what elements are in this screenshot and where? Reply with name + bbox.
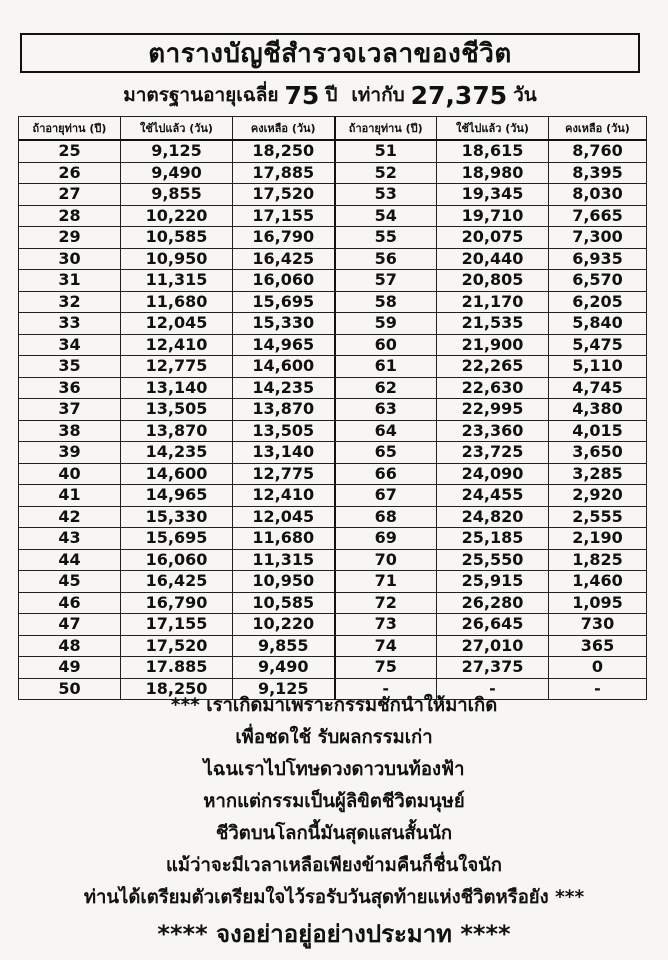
cell-age-left: 36 xyxy=(19,377,121,399)
cell-used-right: 24,820 xyxy=(437,506,549,528)
cell-age-right: 69 xyxy=(335,528,437,550)
cell-remaining-left: 16,060 xyxy=(233,270,335,292)
cell-used-left: 12,410 xyxy=(121,334,233,356)
cell-remaining-left: 15,695 xyxy=(233,291,335,313)
cell-remaining-right: 7,665 xyxy=(549,205,647,227)
cell-used-right: 22,265 xyxy=(437,356,549,378)
table-row xyxy=(19,571,647,593)
cell-remaining-right: 730 xyxy=(549,614,647,636)
cell-remaining-right: 365 xyxy=(549,635,647,657)
closing-warning: **** จงอย่าอยู่อย่างประมาท **** xyxy=(157,920,511,948)
cell-age-left: 38 xyxy=(19,420,121,442)
cell-remaining-left: 10,950 xyxy=(233,571,335,593)
table-row xyxy=(19,420,647,442)
cell-remaining-right: 7,300 xyxy=(549,227,647,249)
cell-used-right: 24,455 xyxy=(437,485,549,507)
cell-used-left: 14,965 xyxy=(121,485,233,507)
cell-age-left: 29 xyxy=(19,227,121,249)
table-row xyxy=(19,356,647,378)
cell-age-left: 37 xyxy=(19,399,121,421)
cell-remaining-right: 5,110 xyxy=(549,356,647,378)
cell-remaining-right: 1,460 xyxy=(549,571,647,593)
closing-line: หากแต่กรรมเป็นผู้ลิขิตชีวิตมนุษย์ xyxy=(203,791,465,812)
cell-age-right: 61 xyxy=(335,356,437,378)
cell-age-right: 66 xyxy=(335,463,437,485)
cell-used-left: 10,585 xyxy=(121,227,233,249)
cell-age-right: 63 xyxy=(335,399,437,421)
cell-used-right: 20,440 xyxy=(437,248,549,270)
cell-remaining-right: 1,095 xyxy=(549,592,647,614)
closing-line: ไฉนเราไปโทษดวงดาวบนท้องฟ้า xyxy=(203,759,465,780)
cell-age-left: 40 xyxy=(19,463,121,485)
table-header-row xyxy=(19,117,647,141)
cell-age-right: 52 xyxy=(335,162,437,184)
cell-age-right: 71 xyxy=(335,571,437,593)
cell-used-right: 25,550 xyxy=(437,549,549,571)
cell-age-left: 35 xyxy=(19,356,121,378)
cell-used-left: 14,600 xyxy=(121,463,233,485)
cell-used-right: 23,725 xyxy=(437,442,549,464)
table-row xyxy=(19,614,647,636)
table-row xyxy=(19,635,647,657)
cell-used-right: 26,280 xyxy=(437,592,549,614)
cell-remaining-left: 12,045 xyxy=(233,506,335,528)
cell-age-left: 31 xyxy=(19,270,121,292)
cell-age-left: 34 xyxy=(19,334,121,356)
cell-remaining-right: 4,015 xyxy=(549,420,647,442)
table-row xyxy=(19,227,647,249)
header-used-right: ใช้ไปแล้ว (วัน) xyxy=(437,117,549,141)
document-title: ตารางบัญชีสำรวจเวลาของชีวิต xyxy=(20,33,640,73)
cell-age-left: 48 xyxy=(19,635,121,657)
cell-remaining-left: 9,855 xyxy=(233,635,335,657)
header-used-left: ใช้ไปแล้ว (วัน) xyxy=(121,117,233,141)
cell-used-left: 9,855 xyxy=(121,184,233,206)
cell-remaining-left: 16,790 xyxy=(233,227,335,249)
cell-remaining-right: 6,570 xyxy=(549,270,647,292)
cell-used-left: 9,490 xyxy=(121,162,233,184)
cell-used-right: 26,645 xyxy=(437,614,549,636)
cell-used-right: 19,345 xyxy=(437,184,549,206)
cell-remaining-right: 1,825 xyxy=(549,549,647,571)
cell-age-right: 59 xyxy=(335,313,437,335)
cell-used-right: 25,185 xyxy=(437,528,549,550)
cell-used-left: 18,250 xyxy=(121,678,233,700)
cell-age-left: 46 xyxy=(19,592,121,614)
table-row xyxy=(19,506,647,528)
table-row xyxy=(19,485,647,507)
cell-used-left: 17,520 xyxy=(121,635,233,657)
cell-remaining-left: 9,125 xyxy=(233,678,335,700)
cell-used-right: 21,900 xyxy=(437,334,549,356)
cell-remaining-right: 6,935 xyxy=(549,248,647,270)
cell-remaining-left: 14,965 xyxy=(233,334,335,356)
cell-age-right: 56 xyxy=(335,248,437,270)
cell-remaining-left: 14,600 xyxy=(233,356,335,378)
subtitle xyxy=(20,78,640,112)
cell-age-left: 25 xyxy=(19,140,121,162)
cell-used-left: 9,125 xyxy=(121,140,233,162)
header-remaining-right: คงเหลือ (วัน) xyxy=(549,117,647,141)
cell-used-left: 17,155 xyxy=(121,614,233,636)
table-row xyxy=(19,463,647,485)
cell-age-left: 44 xyxy=(19,549,121,571)
cell-used-right: 18,615 xyxy=(437,140,549,162)
cell-remaining-right: 5,840 xyxy=(549,313,647,335)
cell-remaining-right: 8,395 xyxy=(549,162,647,184)
subtitle-days-unit: วัน xyxy=(513,84,537,106)
cell-used-left: 10,950 xyxy=(121,248,233,270)
table-row xyxy=(19,334,647,356)
cell-used-left: 12,045 xyxy=(121,313,233,335)
closing-line: *** เราเกิดมาเพราะกรรมชักนำให้มาเกิด xyxy=(170,695,498,716)
table-row xyxy=(19,657,647,679)
cell-used-left: 13,505 xyxy=(121,399,233,421)
cell-remaining-left: 17,520 xyxy=(233,184,335,206)
cell-remaining-right: 3,650 xyxy=(549,442,647,464)
cell-age-left: 33 xyxy=(19,313,121,335)
subtitle-years-unit: ปี xyxy=(325,84,338,106)
table-row xyxy=(19,442,647,464)
cell-age-right: 73 xyxy=(335,614,437,636)
table-row xyxy=(19,549,647,571)
cell-used-left: 11,315 xyxy=(121,270,233,292)
cell-age-right: 70 xyxy=(335,549,437,571)
cell-used-right: 24,090 xyxy=(437,463,549,485)
cell-age-left: 47 xyxy=(19,614,121,636)
cell-remaining-right: 8,030 xyxy=(549,184,647,206)
cell-remaining-right: 4,745 xyxy=(549,377,647,399)
cell-used-right: 27,010 xyxy=(437,635,549,657)
cell-used-right: - xyxy=(437,678,549,700)
cell-remaining-right: 4,380 xyxy=(549,399,647,421)
table-row xyxy=(19,377,647,399)
cell-remaining-left: 13,140 xyxy=(233,442,335,464)
closing-line: เพื่อชดใช้ รับผลกรรมเก่า xyxy=(235,727,433,748)
cell-age-right: 51 xyxy=(335,140,437,162)
cell-remaining-left: 17,885 xyxy=(233,162,335,184)
table-row xyxy=(19,248,647,270)
closing-line: ชีวิตบนโลกนี้มันสุดแสนสั้นนัก xyxy=(215,823,453,844)
cell-age-right: 53 xyxy=(335,184,437,206)
cell-age-right: 72 xyxy=(335,592,437,614)
subtitle-equals: เท่ากับ xyxy=(351,84,405,106)
cell-age-right: 65 xyxy=(335,442,437,464)
life-days-table xyxy=(18,116,647,700)
cell-remaining-left: 12,775 xyxy=(233,463,335,485)
subtitle-prefix: มาตรฐานอายุเฉลี่ย xyxy=(123,84,279,106)
cell-age-left: 30 xyxy=(19,248,121,270)
cell-age-right: 64 xyxy=(335,420,437,442)
cell-used-right: 20,075 xyxy=(437,227,549,249)
header-age-left: ถ้าอายุท่าน (ปี) xyxy=(19,117,121,141)
cell-remaining-left: 15,330 xyxy=(233,313,335,335)
cell-remaining-left: 18,250 xyxy=(233,140,335,162)
table-row xyxy=(19,291,647,313)
cell-age-left: 32 xyxy=(19,291,121,313)
cell-used-left: 16,425 xyxy=(121,571,233,593)
cell-age-left: 39 xyxy=(19,442,121,464)
cell-remaining-right: 2,190 xyxy=(549,528,647,550)
table-row xyxy=(19,162,647,184)
closing-verse xyxy=(0,690,668,954)
cell-used-left: 15,695 xyxy=(121,528,233,550)
cell-used-right: 27,375 xyxy=(437,657,549,679)
cell-age-left: 41 xyxy=(19,485,121,507)
cell-age-left: 49 xyxy=(19,657,121,679)
cell-remaining-left: 13,870 xyxy=(233,399,335,421)
cell-remaining-left: 9,490 xyxy=(233,657,335,679)
cell-remaining-left: 17,155 xyxy=(233,205,335,227)
cell-age-left: 26 xyxy=(19,162,121,184)
cell-age-right: 58 xyxy=(335,291,437,313)
cell-used-right: 21,170 xyxy=(437,291,549,313)
cell-used-right: 18,980 xyxy=(437,162,549,184)
cell-used-left: 13,140 xyxy=(121,377,233,399)
cell-used-left: 16,060 xyxy=(121,549,233,571)
cell-remaining-left: 13,505 xyxy=(233,420,335,442)
header-age-right: ถ้าอายุท่าน (ปี) xyxy=(335,117,437,141)
cell-age-left: 50 xyxy=(19,678,121,700)
cell-age-right: 68 xyxy=(335,506,437,528)
cell-remaining-left: 11,680 xyxy=(233,528,335,550)
cell-used-right: 23,360 xyxy=(437,420,549,442)
cell-remaining-right: 2,555 xyxy=(549,506,647,528)
closing-line: แม้ว่าจะมีเวลาเหลือเพียงข้ามคืนก็ชื่นใจนัก xyxy=(165,855,503,876)
cell-remaining-right: 0 xyxy=(549,657,647,679)
cell-age-right: 55 xyxy=(335,227,437,249)
cell-remaining-left: 16,425 xyxy=(233,248,335,270)
closing-line: ท่านได้เตรียมตัวเตรียมใจไว้รอรับวันสุดท้ายแห่งชีวิตหรือยัง *** xyxy=(83,887,585,908)
cell-used-left: 12,775 xyxy=(121,356,233,378)
cell-remaining-left: 14,235 xyxy=(233,377,335,399)
cell-used-left: 13,870 xyxy=(121,420,233,442)
cell-age-right: 54 xyxy=(335,205,437,227)
table-row xyxy=(19,140,647,162)
cell-age-right: - xyxy=(335,678,437,700)
cell-remaining-right: 6,205 xyxy=(549,291,647,313)
cell-used-right: 21,535 xyxy=(437,313,549,335)
cell-remaining-right: - xyxy=(549,678,647,700)
cell-age-left: 28 xyxy=(19,205,121,227)
cell-age-left: 27 xyxy=(19,184,121,206)
table-row xyxy=(19,184,647,206)
table-row xyxy=(19,528,647,550)
cell-remaining-left: 11,315 xyxy=(233,549,335,571)
table-body xyxy=(19,140,647,700)
table-row xyxy=(19,270,647,292)
cell-remaining-right: 3,285 xyxy=(549,463,647,485)
cell-used-left: 15,330 xyxy=(121,506,233,528)
cell-used-right: 19,710 xyxy=(437,205,549,227)
cell-age-right: 57 xyxy=(335,270,437,292)
cell-used-right: 22,995 xyxy=(437,399,549,421)
subtitle-days: 27,375 xyxy=(410,80,508,110)
table-row xyxy=(19,313,647,335)
subtitle-age: 75 xyxy=(284,80,320,110)
cell-age-right: 62 xyxy=(335,377,437,399)
cell-age-right: 74 xyxy=(335,635,437,657)
cell-age-left: 42 xyxy=(19,506,121,528)
cell-remaining-right: 8,760 xyxy=(549,140,647,162)
cell-age-left: 45 xyxy=(19,571,121,593)
cell-remaining-right: 5,475 xyxy=(549,334,647,356)
table-row xyxy=(19,399,647,421)
cell-used-left: 16,790 xyxy=(121,592,233,614)
header-remaining-left: คงเหลือ (วัน) xyxy=(233,117,335,141)
cell-age-right: 67 xyxy=(335,485,437,507)
cell-age-right: 60 xyxy=(335,334,437,356)
cell-used-left: 14,235 xyxy=(121,442,233,464)
cell-remaining-left: 10,220 xyxy=(233,614,335,636)
cell-remaining-left: 12,410 xyxy=(233,485,335,507)
cell-remaining-right: 2,920 xyxy=(549,485,647,507)
cell-used-left: 10,220 xyxy=(121,205,233,227)
cell-age-right: 75 xyxy=(335,657,437,679)
table-row xyxy=(19,592,647,614)
cell-remaining-left: 10,585 xyxy=(233,592,335,614)
cell-age-left: 43 xyxy=(19,528,121,550)
cell-used-left: 11,680 xyxy=(121,291,233,313)
table-row xyxy=(19,205,647,227)
cell-used-right: 25,915 xyxy=(437,571,549,593)
cell-used-right: 22,630 xyxy=(437,377,549,399)
cell-used-right: 20,805 xyxy=(437,270,549,292)
cell-used-left: 17.885 xyxy=(121,657,233,679)
